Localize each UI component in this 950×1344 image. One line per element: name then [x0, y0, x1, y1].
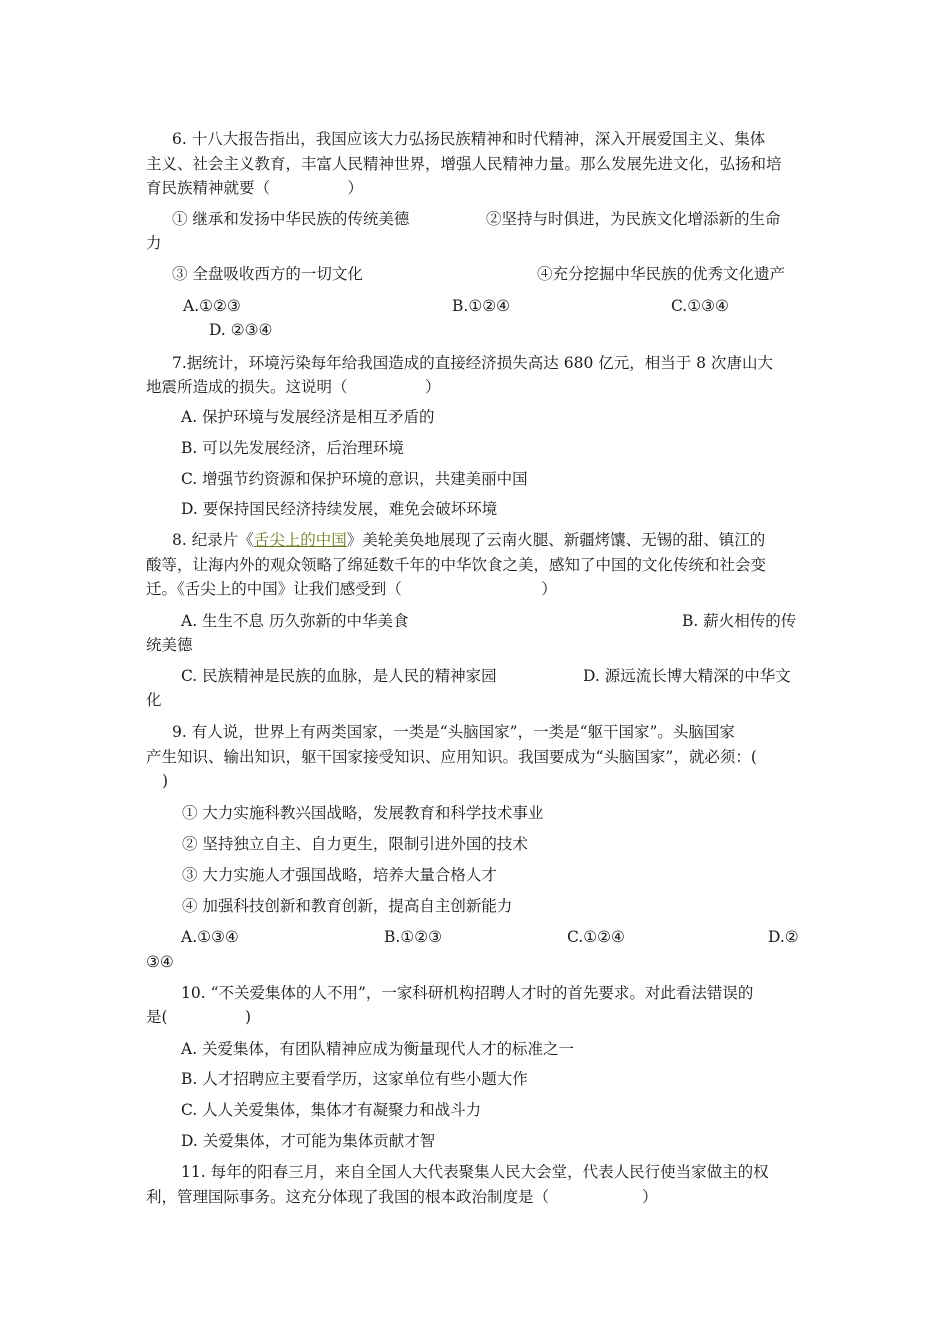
- statement-3: ③ 大力实施人才强国战略，培养大量合格人才: [182, 866, 497, 884]
- question-stem: 利，管理国际事务。这充分体现了我国的根本政治制度是（ ）: [146, 1188, 658, 1206]
- option-a: A.①②③: [183, 297, 241, 315]
- option-b: B.①②③: [384, 928, 443, 946]
- question-stem: 育民族精神就要（ ）: [146, 179, 364, 197]
- option-d: D. 要保持国民经济持续发展，难免会破坏环境: [181, 500, 498, 518]
- option-d: D. 源远流长博大精深的中华文: [583, 667, 791, 685]
- option-d-wrap: 化: [146, 691, 162, 709]
- statement-2: ② 坚持独立自主、自力更生，限制引进外国的技术: [182, 835, 528, 853]
- option-c: C. 增强节约资源和保护环境的意识，共建美丽中国: [181, 470, 528, 488]
- option-a: A. 保护环境与发展经济是相互矛盾的: [181, 408, 435, 426]
- option-b-wrap: 统美德: [146, 636, 193, 654]
- option-a: A. 关爱集体，有团队精神应成为衡量现代人才的标准之一: [181, 1040, 575, 1058]
- option-c: C. 民族精神是民族的血脉，是人民的精神家园: [181, 667, 497, 685]
- statement-4: ④充分挖掘中华民族的优秀文化遗产: [537, 265, 786, 283]
- question-stem: 6. 十八大报告指出，我国应该大力弘扬民族精神和时代精神，深入开展爱国主义、集体: [172, 130, 766, 148]
- option-d: D. 关爱集体，才可能为集体贡献才智: [181, 1132, 436, 1150]
- option-a: A. 生生不息 历久弥新的中华美食: [181, 612, 409, 630]
- question-stem: [172, 530, 765, 550]
- option-a: A.①③④: [181, 928, 239, 946]
- statement-1: ① 继承和发扬中华民族的传统美德: [172, 210, 410, 228]
- option-d: D.②: [768, 928, 799, 946]
- stem-prefix: 8. 纪录片《: [172, 531, 254, 549]
- question-stem: 主义、社会主义教育，丰富人民精神世界，增强人民精神力量。那么发展先进文化，弘扬和培: [146, 155, 782, 173]
- question-stem: 产生知识、输出知识，躯干国家接受知识、应用知识。我国要成为“头脑国家”，就必须：(: [146, 748, 757, 766]
- documentary-title-link[interactable]: 舌尖上的中国: [253, 531, 347, 549]
- statement-2-wrap: 力: [146, 234, 162, 252]
- question-stem: 酸等，让海内外的观众领略了绵延数千年的中华饮食之美，感知了中国的文化传统和社会变: [146, 556, 767, 574]
- statement-4: ④ 加强科技创新和教育创新，提高自主创新能力: [182, 897, 513, 915]
- question-stem: 是( ): [146, 1008, 252, 1026]
- statement-2: ②坚持与时俱进，为民族文化增添新的生命: [486, 210, 781, 228]
- question-stem: 11. 每年的阳春三月，来自全国人大代表聚集人民大会堂，代表人民行使当家做主的权: [181, 1163, 769, 1181]
- option-c: C. 人人关爱集体，集体才有凝聚力和战斗力: [181, 1101, 482, 1119]
- option-d-wrap: ③④: [146, 953, 174, 971]
- question-stem: 7.据统计，环境污染每年给我国造成的直接经济损失高达 680 亿元，相当于 8 次唐山大: [172, 354, 773, 372]
- option-b: B. 人才招聘应主要看学历，这家单位有些小题大作: [181, 1070, 528, 1088]
- statement-1: ① 大力实施科教兴国战略，发展教育和科学技术事业: [182, 804, 544, 822]
- option-c: C.①②④: [567, 928, 625, 946]
- option-b: B. 可以先发展经济，后治理环境: [181, 439, 404, 457]
- question-stem: 迁。《舌尖上的中国》让我们感受到（ ）: [146, 580, 557, 598]
- question-stem: 地震所造成的损失。这说明（ ）: [146, 378, 441, 396]
- stem-suffix: 》美轮美奂地展现了云南火腿、新疆烤馕、无锡的甜、镇江的: [346, 531, 766, 549]
- option-c: C.①③④: [671, 297, 729, 315]
- question-stem: ): [162, 772, 169, 790]
- question-stem: 9. 有人说，世界上有两类国家，一类是“头脑国家”，一类是“躯干国家”。头脑国家: [172, 723, 735, 741]
- option-b: B.①②④: [452, 297, 511, 315]
- option-d: D. ②③④: [209, 321, 273, 339]
- question-stem: 10. “不关爱集体的人不用”，一家科研机构招聘人才时的首先要求。对此看法错误的: [181, 984, 754, 1002]
- option-b: B. 薪火相传的传: [682, 612, 797, 630]
- statement-3: ③ 全盘吸收西方的一切文化: [172, 265, 363, 283]
